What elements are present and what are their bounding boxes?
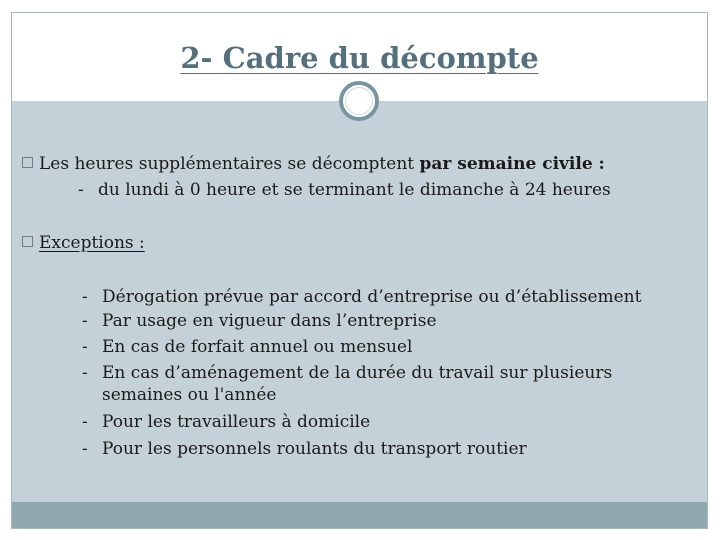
dash-marker: - [82, 412, 88, 432]
bullet-heures-supplementaires [22, 153, 605, 176]
exception-text: En cas d’aménagement de la durée du travail sur plusieurs [102, 363, 613, 383]
square-bullet-icon [22, 236, 33, 247]
exception-text: semaines ou l'année [102, 385, 277, 405]
footer-bar [12, 502, 707, 528]
exception-text: Dérogation prévue par accord d’entreprise ou d’établissement [102, 287, 642, 307]
square-bullet-icon [22, 157, 33, 168]
bullet-text-bold: par semaine civile : [419, 154, 605, 174]
exception-text: Pour les travailleurs à domicile [102, 412, 371, 432]
slide [11, 12, 708, 529]
dash-marker: - [82, 337, 88, 357]
sub-item-text: du lundi à 0 heure et se terminant le dimanche à 24 heures [98, 180, 611, 200]
content-area [12, 101, 707, 502]
bullet-text: Les heures supplémentaires se décomptent [39, 154, 420, 174]
exception-text: Par usage en vigueur dans l’entreprise [102, 311, 437, 331]
slide-title: 2- Cadre du décompte [180, 41, 539, 75]
exception-text: En cas de forfait annuel ou mensuel [102, 337, 413, 357]
exceptions-label: Exceptions : [39, 233, 145, 253]
dash-marker: - [82, 363, 88, 383]
dash-marker: - [82, 311, 88, 331]
dash-marker: - [82, 287, 88, 307]
dash-marker: - [78, 180, 84, 200]
dash-marker: - [82, 439, 88, 459]
ring-ornament-icon [339, 81, 379, 121]
exception-text: Pour les personnels roulants du transport routier [102, 439, 527, 459]
bullet-exceptions [22, 232, 145, 255]
